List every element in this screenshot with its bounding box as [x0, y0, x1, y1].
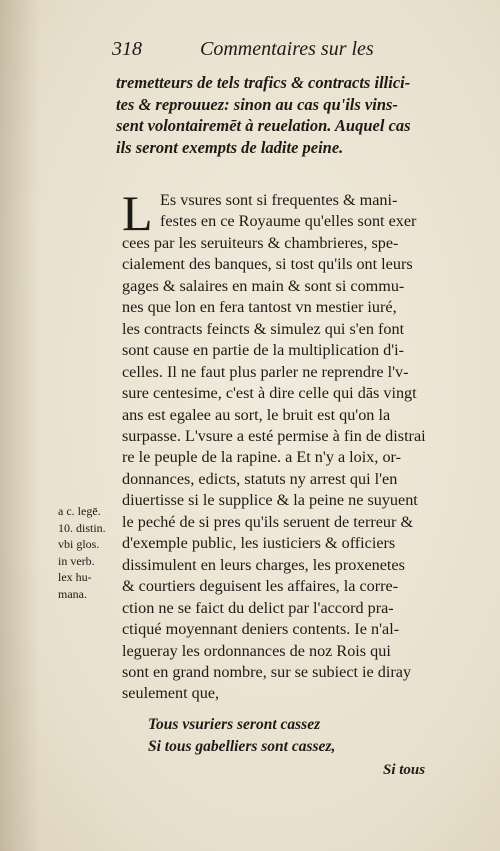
verse-block: [148, 714, 448, 758]
text-line: le peché de si pres qu'ils seruent de terreur &: [122, 512, 414, 531]
main-paragraph: [122, 185, 462, 705]
text-line: donnances, edicts, statuts ny arrest qui l'en: [122, 469, 398, 488]
text-line: tremetteurs de tels trafics & contracts illici-: [116, 73, 411, 92]
marginal-line: vbi glos.: [58, 537, 100, 551]
text-line: surpasse. L'vsure a esté permise à fin de distrai: [122, 426, 426, 445]
text-line: tes & reprouuez: sinon au cas qu'ils vins-: [116, 94, 398, 114]
italic-paragraph: [116, 72, 461, 158]
text-line: ctiqué moyennant deniers contents. Ie n'al-: [122, 620, 400, 639]
text-line: ils seront exempts de ladite peine.: [116, 137, 344, 157]
text-line: dissimulent en leurs charges, les proxenetes: [122, 555, 405, 574]
text-line: diuertisse si le supplice & la peine ne suyuent: [122, 491, 418, 510]
catchword: Si tous: [383, 762, 426, 778]
marginal-note: [58, 503, 120, 602]
verse-line: Tous vsuriers seront cassez: [148, 716, 321, 733]
drop-cap: L: [122, 185, 153, 241]
text-line: ans est egalee au sort, le bruit est qu'on la: [122, 405, 391, 424]
text-line: festes en ce Royaume qu'elles sont exer: [160, 212, 417, 231]
text-line: re le peuple de la rapine. a Et n'y a loix, or-: [122, 448, 402, 467]
text-line: gages & salaires en main & sont si commu-: [122, 276, 405, 295]
text-line: sont en grand nombre, sur se subiect ie diray: [122, 662, 412, 681]
page-gutter-shadow: [0, 0, 40, 851]
text-line: d'exemple public, les iusticiers & officiers: [122, 534, 396, 553]
marginal-line: in verb.: [58, 553, 95, 568]
text-line: ction ne se faict du delict par l'accord pra-: [122, 598, 394, 617]
page-header: [112, 38, 472, 62]
text-line: les contracts feincts & simulez qui s'en font: [122, 319, 405, 338]
text-line: sent volontairemēt à reuelation. Auquel cas: [116, 116, 411, 135]
text-line: cialement des banques, si tost qu'ils ont leurs: [122, 255, 413, 274]
text-line: legueray les ordonnances de noz Rois qui: [122, 641, 391, 660]
text-line: & courtiers deguisent les affaires, la corre-: [122, 577, 399, 596]
page-number: 318: [112, 38, 142, 60]
text-line: nes que lon en fera tantost vn mestier iuré,: [122, 298, 397, 317]
marginal-line: mana.: [58, 586, 87, 601]
text-line: sure centesime, c'est à dire celle qui dās vingt: [122, 384, 417, 403]
text-line: celles. Il ne faut plus parler ne reprendre l'v-: [122, 362, 409, 381]
running-title: Commentaires sur les: [200, 38, 374, 60]
text-line: seulement que,: [122, 684, 220, 703]
verse-line: Si tous gabelliers sont cassez,: [148, 738, 336, 755]
marginal-line: a c. legē.: [58, 504, 101, 518]
text-line: sont cause en partie de la multiplication d'i-: [122, 341, 405, 360]
marginal-line: lex hu-: [58, 570, 92, 584]
text-line: cees par les seruiteurs & chambrieres, spe-: [122, 233, 399, 252]
marginal-line: 10. distin.: [58, 520, 106, 535]
text-line: Es vsures sont si frequentes & mani-: [160, 191, 398, 209]
